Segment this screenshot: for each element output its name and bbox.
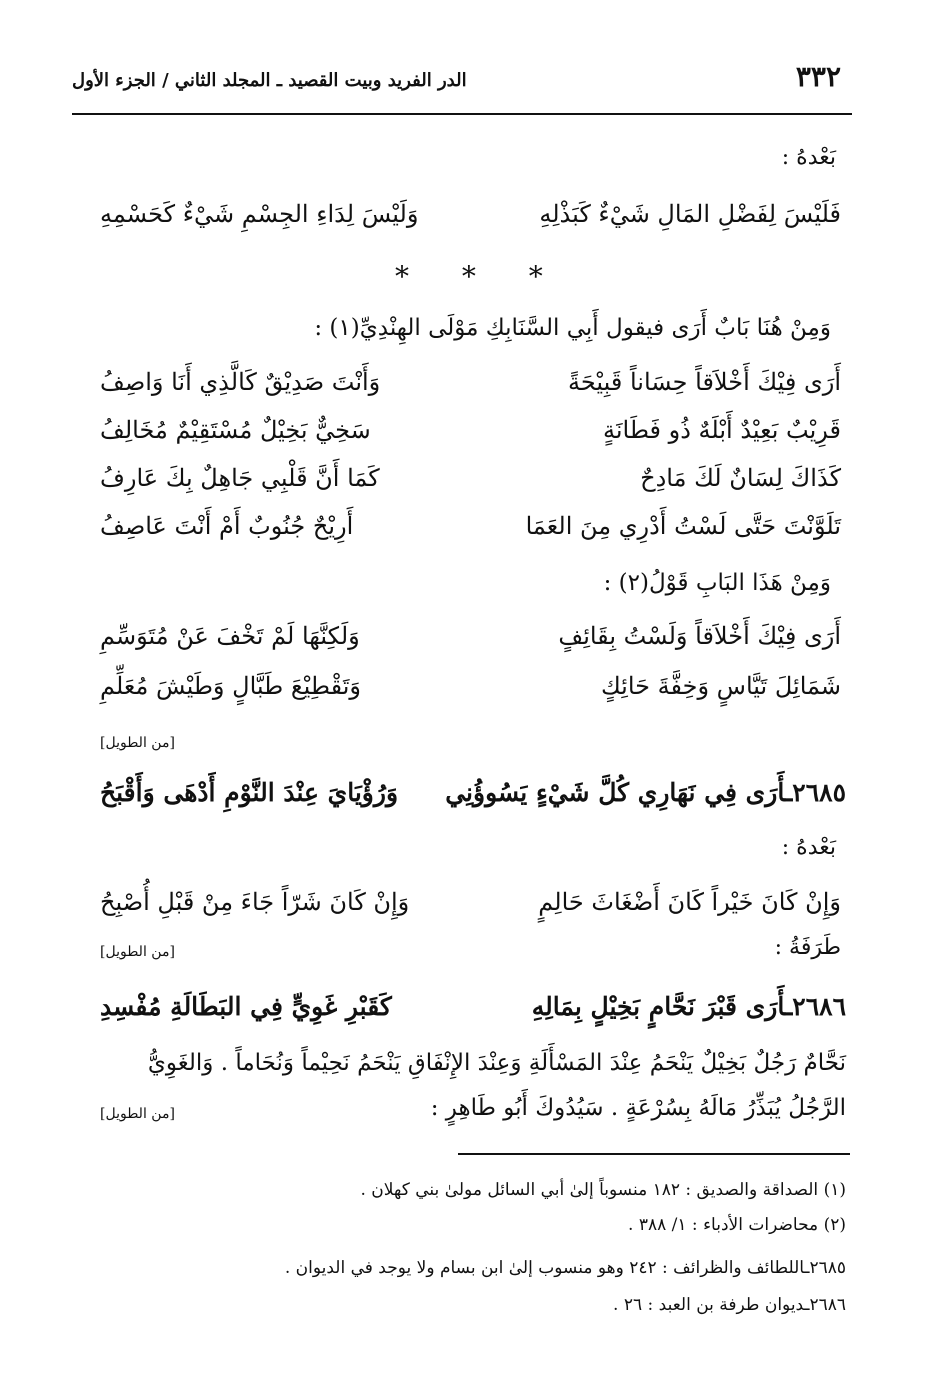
commentary-line-2: الرَّجُلُ يُبَذِّرُ مَالَهُ بِسُرْعَةٍ . سَيُدُوكَ أَبُو طَاهِرٍ : <box>430 1095 846 1121</box>
poem1-verse3-right: كَذَاكَ لِسَانٌ لَكَ مَادِحٌ <box>640 464 841 492</box>
meter-label: [من الطويل] <box>100 735 175 751</box>
poem1-verse4-left: أَرِيْحٌ جُنُوبٌ أَمْ أَنْتَ عَاصِفُ <box>100 512 354 540</box>
verse-left-hemistich-2: وَإِنْ كَانَ شَرّاً جَاءَ مِنْ قَبْلِ أُصْبِحُ <box>100 888 410 916</box>
poem1-verse2-left: سَخِيٌّ بَخِيْلٌ مُسْتَقِيْمٌ مُخَالِفُ <box>100 416 371 444</box>
footnote-marker: (٢) <box>823 1215 846 1235</box>
intro-paragraph-2: وَمِنْ هَذَا البَابِ قَوْلُ(٢) : <box>603 570 831 596</box>
commentary-line-1: نَحَّامٌ رَجُلٌ بَخِيْلٌ يَنْحَمُ عِنْدَ المَسْأَلَةِ وَعِنْدَ الإِنْفَاقِ يَنْحَمُ نَحِيْماً وَنُحَاماً . وَالغَوِيُّ <box>147 1050 846 1076</box>
entry-2686-right <box>532 992 846 1021</box>
poem2-verse2-right: شَمَائِلَ تَيَّاسٍ وَخِفَّةَ حَائِكٍ <box>600 672 841 700</box>
poem1-verse1-right: أَرَى فِيْكَ أَخْلاَقاً حِسَاناً قَبِيْحَةً <box>568 368 841 396</box>
verse-right-hemistich: فَلَيْسَ لِفَضْلِ المَالِ شَيْءٌ كَبَذْلِهِ <box>539 200 841 228</box>
entry-2686-left: كَقَبْرِ غَوِيٍّ فِي البَطَالَةِ مُفْسِدِ <box>100 992 392 1021</box>
footnote-marker: ٢٦٨٦ـ <box>804 1295 846 1315</box>
poem2-verse1-right: أَرَى فِيْكَ أَخْلاَقاً وَلَسْتُ بِقَائِفٍ <box>558 622 841 650</box>
verse-right-hemistich-2: وَإِنْ كَانَ خَيْراً كَانَ أَضْغَاثَ حَالِمٍ <box>538 888 841 916</box>
page-number: ٣٣٢ <box>795 60 841 93</box>
poem1-verse3-left: كَمَا أَنَّ قَلْبِي جَاهِلٌ بِكَ عَارِفُ <box>100 464 380 492</box>
footnote-2686 <box>613 1295 846 1315</box>
running-header-title: الدر الفريد وبيت القصيد ـ المجلد الثاني / الجزء الأول <box>72 70 467 91</box>
footnote-text: ديوان طرفة بن العبد : ٢٦ . <box>613 1295 805 1315</box>
entry-2686-right-text: أَرَى قَبْرَ نَحَّامٍ بَخِيْلٍ بِمَالِهِ <box>531 992 785 1021</box>
poem1-verse1-left: وَأَنْتَ صَدِيْقٌ كَالَّذِي أَنَا وَاصِفُ <box>100 368 381 396</box>
entry-number: ٢٦٨٥ـ <box>784 778 846 807</box>
footnote-marker: (١) <box>823 1180 846 1200</box>
section-separator: * * * <box>395 260 565 293</box>
after-label-2: بَعْدهُ : <box>781 835 836 860</box>
meter-label-3: [من الطويل] <box>100 1106 175 1122</box>
footnote-text: محاضرات الأدباء : ١/ ٣٨٨ . <box>628 1215 819 1235</box>
footnote-marker: ٢٦٨٥ـ <box>804 1258 846 1278</box>
footnote-2 <box>628 1215 846 1235</box>
entry-2685-left: وَرُؤْيَايَ عِنْدَ النَّوْمِ أَدْهَى وَأَقْبَحُ <box>100 778 399 807</box>
meter-label-2: [من الطويل] <box>100 944 175 960</box>
footnote-1 <box>360 1180 846 1200</box>
footnote-rule <box>458 1153 850 1155</box>
poem1-verse2-right: قَرِيْبٌ بَعِيْدٌ أَبْلَهٌ ذُو فَطَانَةٍ <box>602 416 841 444</box>
entry-2685-right <box>445 778 846 807</box>
entry-2685-right-text: أَرَى فِي نَهَارِي كُلَّ شَيْءٍ يَسُوؤُنِي <box>445 778 785 807</box>
header-rule <box>72 113 852 115</box>
intro-paragraph-1: وَمِنْ هُنَا بَابٌ أَرَى فيقول أَبِي السَّنَابِكِ مَوْلَى الهِنْدِيِّ(١) : <box>314 315 831 341</box>
poet-name: طَرَفَةُ : <box>774 935 841 960</box>
footnote-text: الصداقة والصديق : ١٨٢ منسوباً إلىٰ أبي السائل مولىٰ بني كهلان . <box>360 1180 819 1200</box>
poem2-verse2-left: وَتَقْطِيْعَ طَبَّالٍ وَطَيْشَ مُعَلِّمِ <box>100 672 361 700</box>
after-label-1: بَعْدهُ : <box>781 145 836 170</box>
poem1-verse4-right: تَلَوَّنْتَ حَتَّى لَسْتُ أَدْرِي مِنَ العَمَا <box>525 512 841 540</box>
footnote-text: اللطائف والظرائف : ٢٤٢ وهو منسوب إلىٰ ابن بسام ولا يوجد في الديوان . <box>284 1258 805 1278</box>
poem2-verse1-left: وَلَكِنَّهَا لَمْ تَخْفَ عَنْ مُتَوَسِّمِ <box>100 622 360 650</box>
footnote-2685 <box>285 1258 846 1278</box>
entry-number-2: ٢٦٨٦ـ <box>784 992 846 1021</box>
verse-left-hemistich: وَلَيْسَ لِدَاءِ الجِسْمِ شَيْءٌ كَحَسْمِهِ <box>100 200 419 228</box>
